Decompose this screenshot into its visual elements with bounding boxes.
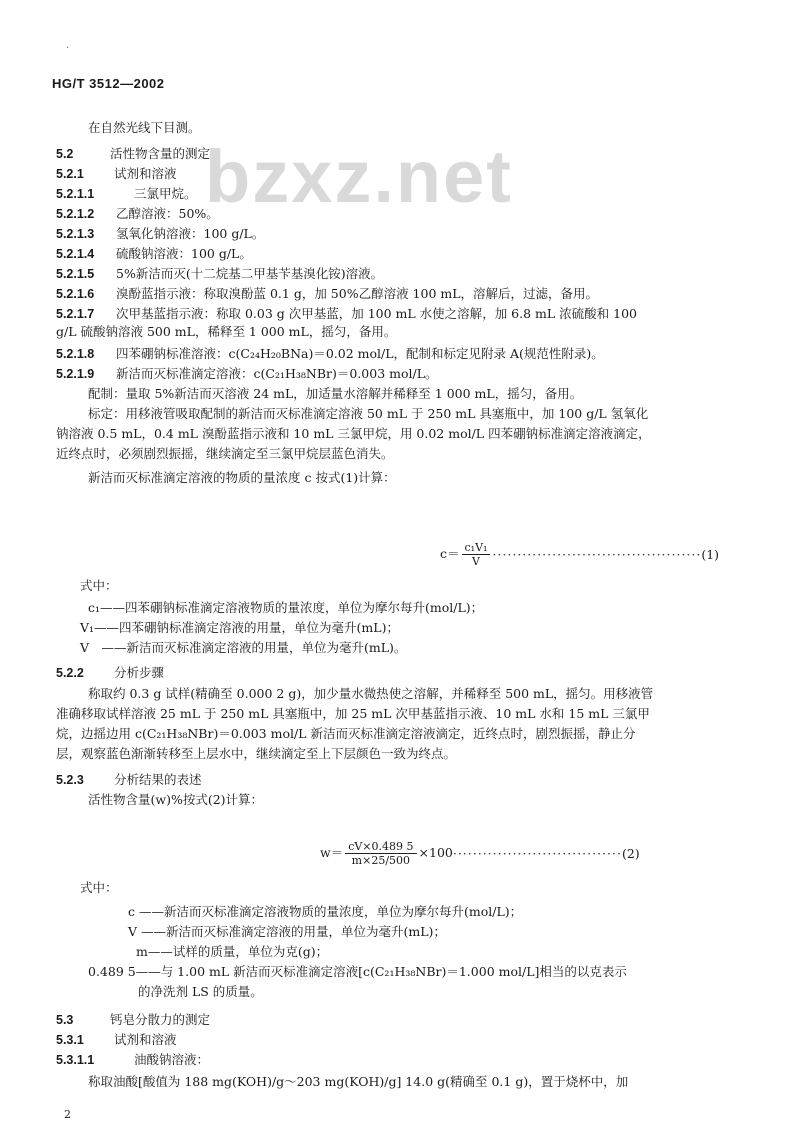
section-number: 5.3.1 [56, 1033, 84, 1047]
text-line [56, 746, 456, 762]
text-line [80, 620, 399, 636]
section-line [56, 1052, 209, 1068]
formula-denominator: V [472, 555, 480, 568]
line-text: m——试样的质量，单位为克(g)； [136, 944, 329, 959]
line-text: 准确移取试样溶液 25 mL 于 250 mL 具塞瓶中，加 25 mL 次甲基蓝指示液、10 mL 水和 15 mL 三氯甲 [56, 706, 650, 721]
section-line [56, 366, 438, 382]
line-text: 称取约 0.3 g 试样(精确至 0.000 2 g)，加少量水微热使之溶解，并稀释至 500 mL，摇匀。用移液管 [88, 686, 654, 701]
text-line [88, 964, 627, 980]
text-line [88, 686, 653, 702]
line-text: V ——新洁而灭标准滴定溶液的用量，单位为毫升(mL)； [128, 924, 446, 939]
text-line [88, 470, 396, 486]
section-line [56, 166, 177, 182]
line-text: 0.489 5——与 1.00 mL 新洁而灭标准滴定溶液[c(C₂₁H₃₈NBr)＝1.000 mol/L]相当的以克表示 [88, 964, 627, 979]
line-text: 式中： [80, 578, 118, 593]
line-text: g/L 硫酸钠溶液 500 mL，稀释至 1 000 mL，摇匀，备用。 [56, 324, 397, 339]
standard-code-header: HG/T 3512—2002 [52, 76, 165, 91]
section-number: 5.2.1.6 [56, 287, 95, 301]
text-line [80, 578, 118, 594]
section-number: 5.2.3 [56, 773, 84, 787]
section-number: 5.2.1 [56, 167, 84, 181]
section-number: 5.3 [56, 1013, 74, 1027]
text-line [88, 792, 263, 808]
section-number: 5.2.1.7 [56, 307, 95, 321]
page-number: 2 [64, 1108, 71, 1121]
line-text: c₁——四苯硼钠标准滴定溶液物质的量浓度，单位为摩尔每升(mol/L)； [88, 600, 484, 615]
text-line [128, 924, 446, 940]
section-line [56, 772, 202, 788]
equation-number: (1) [701, 547, 720, 562]
line-text: c ——新洁而灭标准滴定溶液物质的量浓度，单位为摩尔每升(mol/L)； [128, 904, 523, 919]
section-number: 5.2.1.8 [56, 347, 95, 361]
watermark: bzxz.net [205, 135, 513, 218]
line-text: 钠溶液 0.5 mL，0.4 mL 溴酚蓝指示液和 10 mL 三氯甲烷，用 0.02 mol/L 四苯硼钠标准滴定溶液滴定， [56, 426, 651, 441]
section-number: 5.2.1.3 [56, 227, 95, 241]
line-text: V₁——四苯硼钠标准滴定溶液的用量，单位为毫升(mL)； [80, 620, 399, 635]
line-text: 三氯甲烷。 [134, 186, 197, 201]
line-text: 近终点时，必须剧烈振摇，继续滴定至三氯甲烷层蓝色消失。 [56, 446, 394, 461]
section-line [56, 346, 604, 362]
line-text: 在自然光线下目测。 [88, 120, 201, 135]
line-text: 溴酚蓝指示液：称取溴酚蓝 0.1 g，加 50%乙醇溶液 100 mL，溶解后，过滤，备用。 [116, 286, 599, 301]
formula-denominator: m×25/500 [351, 854, 411, 867]
section-line [56, 665, 164, 681]
line-text: 层，观察蓝色渐渐转移至上层水中，继续滴定至上下层颜色一致为终点。 [56, 746, 457, 761]
line-text: 活性物含量(w)%按式(2)计算： [88, 792, 264, 807]
line-text: 烷，边摇边用 c(C₂₁H₃₈NBr)＝0.003 mol/L 新洁而灭标准滴定溶液滴定，近终点时，剧烈振摇，静止分 [56, 726, 636, 741]
line-text: 标定：用移液管吸取配制的新洁而灭标准滴定溶液 50 mL 于 250 mL 具塞瓶中，加 100 g/L 氢氧化 [88, 406, 649, 421]
section-line [56, 286, 598, 302]
section-line [56, 1012, 210, 1028]
text-line [88, 600, 483, 616]
formula-1 [440, 541, 719, 568]
text-line [136, 944, 328, 960]
formula-lhs: c＝ [440, 546, 460, 561]
text-line [56, 706, 650, 722]
page-mark: . [66, 40, 70, 51]
formula-multiplier: ×100 [418, 845, 453, 860]
line-text: 新洁而灭标准滴定溶液：c(C₂₁H₃₈NBr)＝0.003 mol/L。 [116, 366, 438, 381]
text-line [88, 1074, 628, 1090]
line-text: 钙皂分散力的测定 [110, 1012, 211, 1027]
section-number: 5.2 [56, 147, 74, 161]
section-line [56, 146, 210, 162]
leader-dots: ·········································· [492, 547, 702, 562]
line-text: 式中： [80, 880, 118, 895]
formula-numerator: c₁V₁ [462, 541, 491, 555]
line-text: 试剂和溶液 [114, 166, 177, 181]
section-number: 5.3.1.1 [56, 1053, 95, 1067]
line-text: 油酸钠溶液： [134, 1052, 210, 1067]
line-text: 的净洗剂 LS 的质量。 [138, 984, 263, 999]
section-number: 5.2.1.4 [56, 247, 95, 261]
section-number: 5.2.2 [56, 666, 84, 680]
text-line [56, 446, 394, 462]
line-text: 5%新洁而灭(十二烷基二甲基苄基溴化铵)溶液。 [116, 266, 384, 281]
line-text: 配制：量取 5%新洁而灭溶液 24 mL，加适量水溶解并稀释至 1 000 mL，摇匀，备用。 [88, 386, 583, 401]
section-number: 5.2.1.2 [56, 207, 95, 221]
text-line [56, 426, 651, 442]
line-text: V ——新洁而灭标准滴定溶液的用量，单位为毫升(mL)。 [80, 640, 407, 655]
line-text: 试剂和溶液 [114, 1032, 177, 1047]
section-line [56, 226, 264, 242]
text-line [138, 984, 263, 1000]
line-text: 分析步骤 [114, 665, 165, 680]
section-line [56, 266, 383, 282]
section-line [56, 186, 197, 202]
leader-dots: ·································· [452, 846, 622, 861]
equation-number: (2) [621, 846, 640, 861]
section-line [56, 1032, 177, 1048]
line-text: 乙醇溶液：50%。 [116, 206, 219, 221]
text-line [88, 406, 648, 422]
text-line [128, 904, 522, 920]
text-line [56, 726, 635, 742]
text-line [56, 324, 396, 340]
text-line [88, 386, 582, 402]
section-number: 5.2.1.9 [56, 367, 95, 381]
formula-2 [320, 840, 640, 867]
line-text: 氢氧化钠溶液：100 g/L。 [116, 226, 265, 241]
line-text: 称取油酸[酸值为 188 mg(KOH)/g～203 mg(KOH)/g] 14.0 g(精确至 0.1 g)，置于烧杯中，加 [88, 1074, 629, 1089]
section-number: 5.2.1.5 [56, 267, 95, 281]
section-line [56, 246, 252, 262]
text-line [80, 640, 406, 656]
section-number: 5.2.1.1 [56, 187, 95, 201]
formula-numerator: cV×0.489 5 [345, 840, 416, 854]
line-text: 活性物含量的测定 [110, 146, 211, 161]
text-line [88, 120, 201, 136]
section-line [56, 306, 637, 322]
formula-fraction [345, 840, 416, 867]
text-line [80, 880, 118, 896]
line-text: 硫酸钠溶液：100 g/L。 [116, 246, 252, 261]
line-text: 四苯硼钠标准溶液：c(C₂₄H₂₀BNa)＝0.02 mol/L，配制和标定见附录 A(规范性附录)。 [116, 346, 604, 361]
line-text: 次甲基蓝指示液：称取 0.03 g 次甲基蓝，加 100 mL 水使之溶解，加 6.8 mL 浓硫酸和 100 [116, 306, 637, 321]
line-text: 新洁而灭标准滴定溶液的物质的量浓度 c 按式(1)计算： [88, 470, 396, 485]
section-line [56, 206, 219, 222]
formula-fraction [462, 541, 491, 568]
line-text: 分析结果的表述 [114, 772, 202, 787]
formula-lhs: w＝ [320, 845, 344, 860]
